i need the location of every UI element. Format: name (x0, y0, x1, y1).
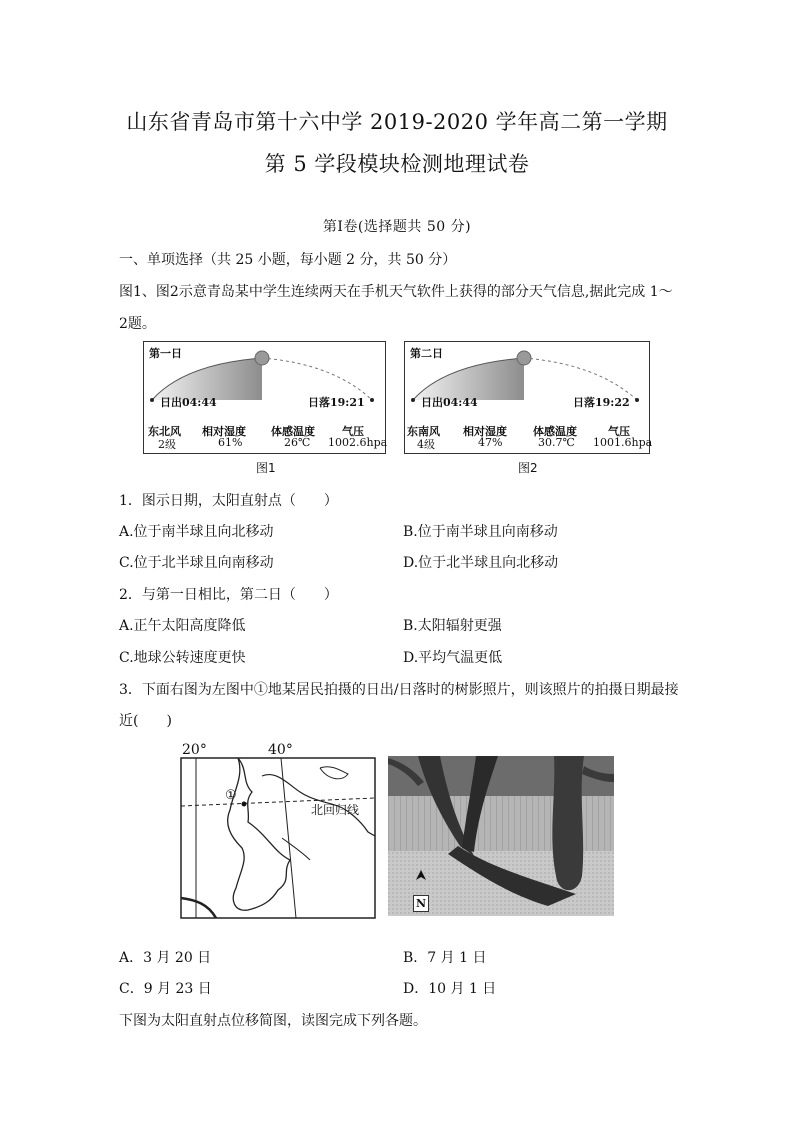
q3-stem-line1: 3．下面右图为左图中①地某居民拍摄的日出/日落时的树影照片，则该照片的拍摄日期最接 (119, 682, 679, 698)
north-label: N (413, 895, 429, 912)
q1-option-a: A.位于南半球且向北移动 (119, 524, 274, 540)
q2-option-d: D.平均气温更低 (403, 650, 503, 666)
q1-option-c: C.位于北半球且向南移动 (119, 555, 274, 571)
longitude-label-20: 20° (182, 742, 207, 758)
figure2-caption: 图2 (518, 461, 538, 475)
location-marker: ① (225, 788, 237, 803)
sun-icon (255, 351, 269, 365)
part-one-heading: 一、单项选择（共 25 小题，每小题 2 分，共 50 分） (119, 252, 457, 268)
figure1-caption: 图1 (256, 461, 276, 475)
feels-like-label: 体感温度 (533, 425, 577, 438)
sun-icon (517, 351, 531, 365)
intro-line1: 图1、图2示意青岛某中学生连续两天在手机天气软件上获得的部分天气信息,据此完成 1～ (119, 284, 673, 300)
q3-option-d: D．10 月 1 日 (403, 981, 497, 997)
q1-option-b: B.位于南半球且向南移动 (403, 524, 558, 540)
pressure-value: 1002.6hpa (328, 436, 388, 449)
pressure-label: 气压 (342, 425, 364, 438)
sunrise-time: 日出04:44 (421, 396, 478, 409)
wind-value: 4级 (417, 438, 435, 451)
q3-option-c: C．9 月 23 日 (119, 981, 212, 997)
tree-shadow-photo (388, 756, 614, 916)
q1-stem: 1．图示日期，太阳直射点（ ） (119, 493, 338, 509)
q2-option-b: B.太阳辐射更强 (403, 618, 502, 634)
weather-panel-day1 (143, 341, 386, 454)
sunset-time: 日落19:22 (573, 396, 630, 409)
intro-line2: 2题。 (119, 316, 156, 332)
wind-value: 2级 (158, 438, 176, 451)
exam-title-line1: 山东省青岛市第十六中学 2019-2020 学年高二第一学期 (126, 110, 668, 134)
q2-stem: 2．与第一日相比，第二日（ ） (119, 587, 338, 603)
north-arrow-icon (414, 870, 428, 888)
wind-label: 东北风 (148, 425, 181, 438)
sunset-time: 日落19:21 (308, 396, 365, 409)
q3-stem-line2: 近( ) (119, 713, 172, 729)
tree-shadow-image (388, 756, 614, 916)
feels-like-value: 30.7℃ (538, 436, 575, 449)
q2-option-c: C.地球公转速度更快 (119, 650, 246, 666)
sunrise-time: 日出04:44 (160, 396, 217, 409)
q1-option-d: D.位于北半球且向北移动 (403, 555, 559, 571)
q3-option-a: A．3 月 20 日 (119, 950, 212, 966)
humidity-value: 61% (218, 436, 243, 449)
wind-label: 东南风 (407, 425, 440, 438)
map-outline (178, 740, 378, 920)
weather-panel-day2 (404, 341, 653, 454)
map-figure (178, 740, 378, 920)
feels-like-value: 26℃ (284, 436, 311, 449)
humidity-label: 相对湿度 (202, 425, 246, 438)
closing-instruction: 下图为太阳直射点位移简图，读图完成下列各题。 (119, 1013, 427, 1029)
day-title: 第二日 (410, 347, 443, 360)
q2-option-a: A.正午太阳高度降低 (119, 618, 246, 634)
humidity-value: 47% (478, 436, 503, 449)
tropic-of-cancer-label: 北回归线 (311, 803, 360, 817)
pressure-label: 气压 (608, 425, 630, 438)
feels-like-label: 体感温度 (271, 425, 315, 438)
q3-option-b: B．7 月 1 日 (403, 950, 487, 966)
humidity-label: 相对湿度 (463, 425, 507, 438)
exam-title-line2: 第 5 学段模块检测地理试卷 (264, 152, 530, 176)
pressure-value: 1001.6hpa (593, 436, 653, 449)
day-title: 第一日 (149, 347, 182, 360)
longitude-label-40: 40° (268, 742, 293, 758)
section-title: 第Ⅰ卷(选择题共 50 分) (322, 219, 472, 235)
